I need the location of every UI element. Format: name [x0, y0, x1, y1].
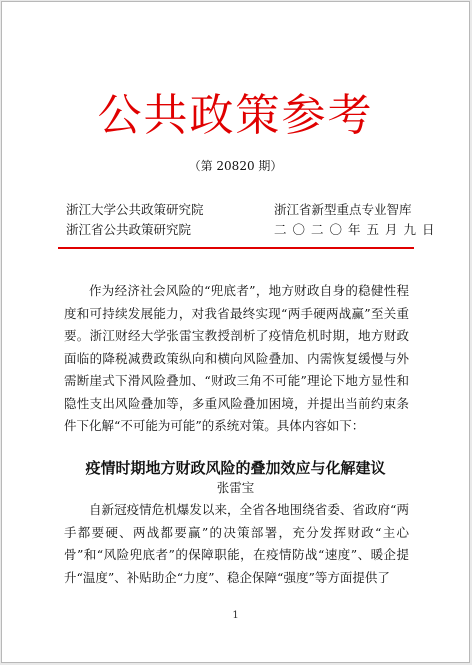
article-title: 疫情时期地方财政风险的叠加效应与化解建议 — [85, 459, 386, 477]
issue-number: （第 20820 期） — [188, 159, 283, 173]
think-tank-label: 浙江省新型重点专业智库 — [274, 202, 412, 217]
page-number: 1 — [232, 610, 239, 621]
intro-paragraph: 作为经济社会风险的“兜底者”，地方财政自身的稳健性程度和可持续发展能力，对我省最终实现“两手硬两战赢”至关重要。浙江财经大学张雷宝教授剖析了疫情危机时期，地方财政面临的降税减费政策纵向和横向风险叠加、内需恢复缓慢与外需断崖式下滑风险叠加、“财政三角不可能”理论下地方显性和隐性支出风险叠加等，多重风险叠加困境，并提出当前约束条件下化解“不可能为可能”的系统对策。具体内容如下： — [64, 283, 409, 433]
publisher-block-left — [66, 200, 204, 240]
article-author: 张雷宝 — [216, 480, 255, 495]
publisher-name-2: 浙江省公共政策研究院 — [66, 222, 192, 237]
body-paragraph: 自新冠疫情危机爆发以来，全省各地围绕省委、省政府“两手都要硬、两战都要赢”的决策部署，充分发挥财政“主心骨”和“风险兜底者”的保障职能，在疫情防战“速度”、暖企提升“温度”、补贴助企“力度”、稳企保障“强度”等方面提供了 — [64, 502, 409, 585]
publisher-block-right — [274, 200, 441, 240]
header-divider — [58, 247, 414, 249]
publisher-name-1: 浙江大学公共政策研究院 — [66, 202, 204, 217]
document-title: 公共政策参考 — [97, 90, 374, 141]
document-page — [1, 1, 470, 663]
publication-date: 二〇二〇年五月九日 — [274, 222, 441, 237]
